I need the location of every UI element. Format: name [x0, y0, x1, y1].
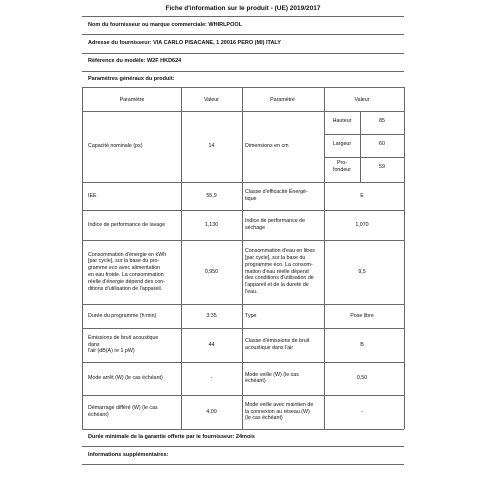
rule: [82, 240, 404, 241]
param-label: Indice de performance de lavage: [88, 221, 166, 228]
param-value: B: [360, 341, 364, 348]
param-value: 1,130: [204, 221, 219, 228]
param-value: -: [210, 375, 213, 382]
width-label: Largeur: [332, 141, 352, 147]
rule: [82, 71, 404, 72]
param-label: IEE: [88, 192, 97, 199]
dimensions-label: Dimensions en cm: [245, 143, 289, 149]
param-label: Durée du programme (h:min): [88, 312, 157, 319]
param-label: Type: [245, 312, 257, 319]
rule: [82, 429, 404, 430]
height-value: 85: [379, 118, 385, 124]
param-label: Classe d'émissions de bruit acoustique dans l'air: [245, 338, 310, 351]
param-value: E: [360, 192, 364, 199]
rule: [82, 111, 404, 112]
model-reference: Référence du modèle: W2F HKD624: [88, 58, 182, 64]
rule: [82, 87, 404, 88]
capacity-label: Capacité nominale (ps): [88, 143, 143, 149]
param-label: Mode veille avec maintien de la connexion au réseau (W) (le cas échéant): [245, 401, 314, 422]
col-header-value: Valeur: [354, 97, 370, 103]
capacity-value: 14: [208, 143, 215, 149]
width-value: 60: [379, 141, 385, 147]
param-value: 1,070: [355, 221, 369, 228]
depth-value: 59: [379, 164, 385, 170]
rule: [324, 134, 404, 135]
rule: [82, 362, 404, 363]
param-value: 44: [208, 341, 215, 348]
param-value: 9,5: [358, 268, 366, 275]
param-value: 4,00: [206, 408, 217, 415]
rule: [181, 87, 182, 429]
supplier-name: Nom du fournisseur ou marque commerciale: WHIRLPOOL: [88, 22, 243, 28]
param-value: 3:35: [206, 312, 217, 319]
rule: [82, 210, 404, 211]
param-label: Indice de performance de séchage: [245, 218, 306, 231]
param-label: Consommation d'énergie en kWh [par cycle], sur la base du pro- gramme eco avec alimentation en eau froide. La consommation réelle d'énergie dépend des con- ditions d'utilisation de l'appareil.: [88, 251, 167, 292]
rule: [82, 464, 404, 465]
param-label: Mode arrêt (W) (le cas échéant): [88, 375, 163, 382]
general-params-heading: Paramètres généraux du produit:: [88, 76, 175, 82]
col-header-param: Paramètre: [270, 97, 295, 103]
rule: [82, 328, 404, 329]
param-value: Pose libre: [350, 312, 374, 319]
height-label: Hauteur: [332, 118, 352, 124]
param-value: 0,950: [204, 268, 219, 275]
rule: [82, 446, 404, 447]
rule: [82, 304, 404, 305]
param-label: Démarrage différé (W) (le cas échéant): [88, 405, 158, 418]
param-value: -: [361, 408, 363, 415]
depth-label: Pro- fondeur: [333, 160, 351, 173]
param-value: 0,50: [356, 375, 368, 382]
param-label: Mode veille (W) (le cas échéant): [245, 371, 299, 385]
param-label: Émissions de bruit acoustique dans l'air (dB(A) re 1 pW): [88, 334, 159, 355]
rule: [82, 16, 404, 17]
rule: [360, 111, 361, 182]
rule: [242, 87, 243, 429]
param-label: Consommation d'eau en litres [par cycle], sur la base du programme eco. La consom- mation d'eau réelle dépend des conditions d'utilisation de l'appareil et de la dureté de l'eau.: [245, 248, 315, 295]
warranty-duration: Durée minimale de la garantie offerte par le fournisseur: 24mois: [88, 434, 255, 440]
rule: [82, 395, 404, 396]
rule: [82, 182, 404, 183]
document-title: Fiche d'information sur le produit - (UE) 2019/2017: [165, 5, 321, 12]
rule: [404, 87, 405, 429]
rule: [82, 87, 83, 429]
rule: [324, 157, 404, 158]
param-value: 55,9: [206, 192, 217, 199]
col-header-value: Valeur: [204, 97, 219, 103]
param-label: Classe d'efficacité Énergé- tique: [245, 189, 308, 202]
col-header-param: Paramètre: [119, 97, 145, 103]
rule: [82, 34, 404, 35]
rule: [82, 53, 404, 54]
supplier-address: Adresse du fournisseur: VIA CARLO PISACANE, 1 20016 PERO (MI) ITALY: [88, 40, 281, 46]
additional-info-heading: Informations supplémentaires:: [88, 452, 169, 458]
